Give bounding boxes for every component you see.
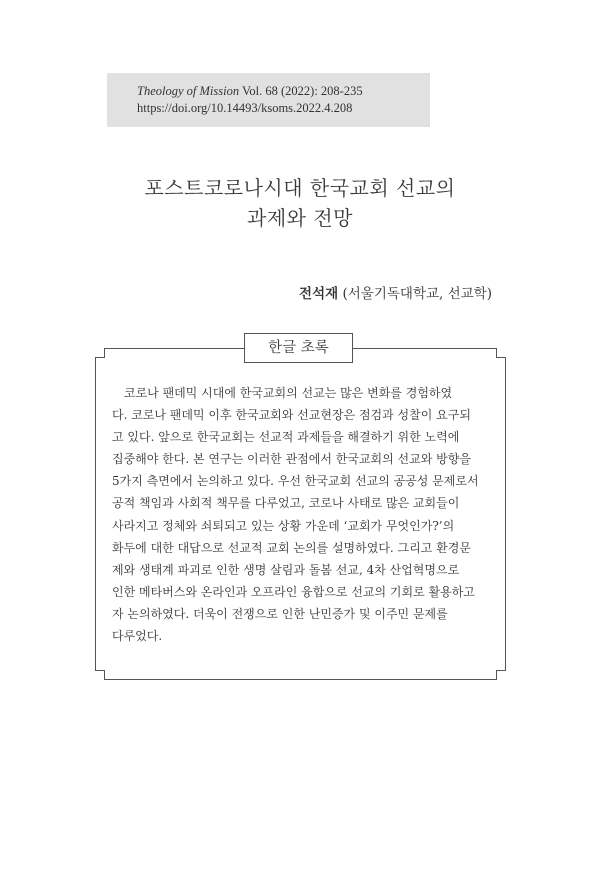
abstract-line: 사라지고 정체와 쇠퇴되고 있는 상황 가운데 ‘교회가 무엇인가?’의 xyxy=(112,518,455,533)
abstract-line: 화두에 대한 대답으로 선교적 교회 논의를 설명하였다. 그리고 환경문 xyxy=(112,540,471,555)
journal-name: Theology of Mission xyxy=(137,84,240,98)
abstract-line: 고 있다. 앞으로 한국교회는 선교적 과제들을 해결하기 위한 노력에 xyxy=(112,430,460,445)
abstract-line: 제와 생태계 파괴로 인한 생명 살림과 돌봄 선교, 4차 산업혁명으로 xyxy=(112,562,460,577)
abstract-line: 코로나 팬데믹 시대에 한국교회의 선교는 많은 변화를 경험하였 xyxy=(124,386,453,400)
paper-title-line-2: 과제와 전망 xyxy=(247,206,353,230)
abstract-line: 5가지 측면에서 논의하고 있다. 우선 한국교회 선교의 공공성 문제로서 xyxy=(112,474,479,489)
abstract-line: 공적 책임과 사회적 책무를 다루었고, 코로나 사태로 많은 교회들이 xyxy=(112,496,460,511)
abstract-line: 집중해야 한다. 본 연구는 이러한 관점에서 한국교회의 선교와 방향을 xyxy=(112,452,471,467)
paper-title-line-1: 포스트코로나시대 한국교회 선교의 xyxy=(144,176,456,200)
author-name: 전석재 xyxy=(299,286,339,302)
journal-info-box xyxy=(107,73,430,127)
author-line xyxy=(299,282,492,302)
journal-volume: Vol. 68 (2022): 208-235 xyxy=(242,84,363,98)
abstract-line: 다. 코로나 팬데믹 이후 한국교회와 선교현장은 점검과 성찰이 요구되 xyxy=(112,408,471,423)
abstract-body xyxy=(112,382,482,647)
frame-corner-bottom-right xyxy=(496,670,506,680)
frame-corner-top-left xyxy=(95,348,105,358)
journal-citation-line xyxy=(137,83,430,100)
frame-corner-top-right xyxy=(496,348,506,358)
abstract-line: 인한 메타버스와 온라인과 오프라인 융합으로 선교의 기회로 활용하고 xyxy=(112,584,475,599)
author-affiliation: (서울기독대학교, 선교학) xyxy=(342,286,492,302)
abstract-heading: 한글 초록 xyxy=(244,333,353,363)
abstract-line: 다루었다. xyxy=(112,629,163,644)
frame-corner-bottom-left xyxy=(95,670,105,680)
journal-doi: https://doi.org/10.14493/ksoms.2022.4.208 xyxy=(137,101,353,115)
abstract-line: 자 논의하였다. 더욱이 전쟁으로 인한 난민증가 및 이주민 문제를 xyxy=(112,606,448,621)
